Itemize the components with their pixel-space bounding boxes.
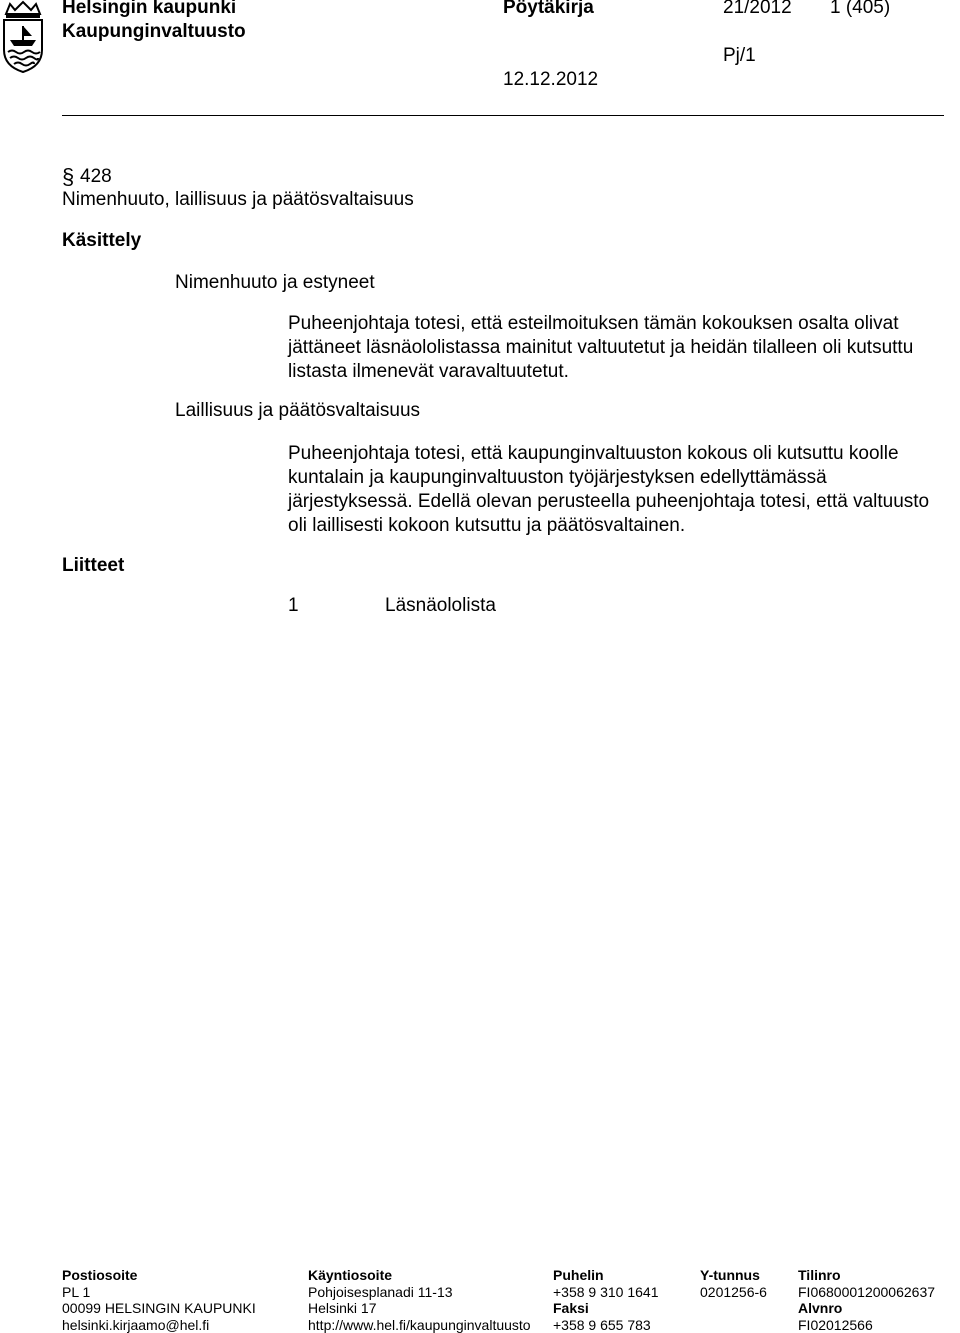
section-mark: § (62, 164, 74, 190)
footer-tilinro-value: FI0680001200062637 (798, 1284, 935, 1301)
footer-faksi-label: Faksi (553, 1300, 659, 1317)
liitteet-heading: Liitteet (62, 555, 124, 577)
paragraph-laillisuus: Puheenjohtaja totesi, että kaupunginvaltuuston kokous oli kutsuttu koolle kuntalain ja kaupunginvaltuuston työjärjestyksen edellyttämässä järjestyksessä. Edellä olevan perusteella puheenjohtaja totesi, että valtuusto oli laillisesti kokoon kutsuttu ja päätösvaltainen. (288, 442, 938, 538)
footer-kayntiosoite-label: Käyntiosoite (308, 1267, 531, 1284)
footer-kayntiosoite (308, 1267, 531, 1333)
footer-puhelin (553, 1267, 659, 1333)
paragraph-nimenhuuto: Puheenjohtaja totesi, että esteilmoituksen tämän kokouksen osalta olivat jättäneet läsnäololistassa mainitut valtuutetut ja heidän tilalleen oli kutsuttu listasta ilmenevät varavaltuutetut. (288, 312, 938, 384)
body-name: Kaupunginvaltuusto (62, 21, 246, 43)
doc-type: Pöytäkirja (503, 0, 594, 19)
helsinki-coat-of-arms-icon (0, 0, 46, 74)
item-number: 428 (80, 166, 112, 188)
issue-number: 21/2012 (723, 0, 792, 19)
footer-puhelin-label: Puhelin (553, 1267, 659, 1284)
footer-street: Pohjoisesplanadi 11-13 (308, 1284, 531, 1301)
attachment-number: 1 (288, 595, 299, 617)
footer-web-link[interactable]: http://www.hel.fi/kaupunginvaltuusto (308, 1317, 531, 1333)
subheading-laillisuus: Laillisuus ja päätösvaltaisuus (175, 400, 420, 422)
header-divider (62, 115, 944, 116)
footer-tilinro (798, 1267, 935, 1333)
subheading-nimenhuuto: Nimenhuuto ja estyneet (175, 272, 375, 294)
footer-city: Helsinki 17 (308, 1300, 531, 1317)
footer-fax: +358 9 655 783 (553, 1317, 659, 1333)
footer-postal-code: 00099 HELSINGIN KAUPUNKI (62, 1300, 256, 1317)
page-count: 1 (405) (830, 0, 890, 19)
footer-phone: +358 9 310 1641 (553, 1284, 659, 1301)
footer-postiosoite (62, 1267, 256, 1333)
footer-ytunnus-value: 0201256-6 (700, 1284, 767, 1301)
attachment-link[interactable]: Läsnäololista (385, 595, 496, 617)
section-ref: Pj/1 (723, 45, 756, 67)
org-name: Helsingin kaupunki (62, 0, 236, 19)
footer-alvnro-label: Alvnro (798, 1300, 935, 1317)
meeting-date: 12.12.2012 (503, 69, 598, 91)
footer-tilinro-label: Tilinro (798, 1267, 935, 1284)
footer-po-box: PL 1 (62, 1284, 256, 1301)
footer-ytunnus (700, 1267, 767, 1300)
footer-ytunnus-label: Y-tunnus (700, 1267, 767, 1284)
footer-alvnro-value: FI02012566 (798, 1317, 935, 1333)
kasittely-heading: Käsittely (62, 230, 141, 252)
footer-postiosoite-label: Postiosoite (62, 1267, 256, 1284)
item-title: Nimenhuuto, laillisuus ja päätösvaltaisuus (62, 189, 414, 211)
footer-email-link[interactable]: helsinki.kirjaamo@hel.fi (62, 1317, 256, 1333)
